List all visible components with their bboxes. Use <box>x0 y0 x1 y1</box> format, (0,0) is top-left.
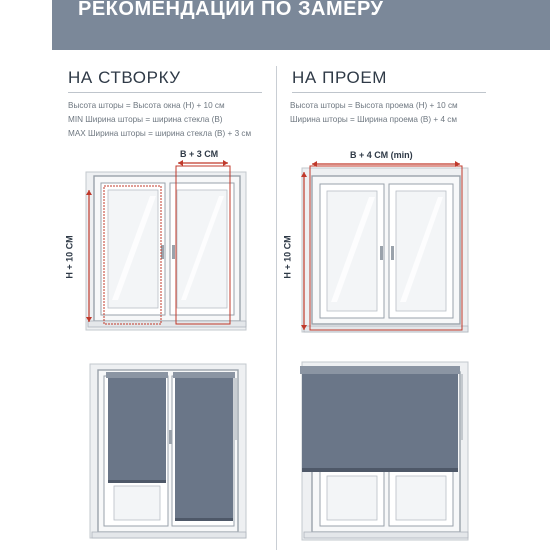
left-note-2: MIN Ширина шторы = ширина стекла (В) <box>68 115 223 124</box>
left-height-dimension-label: Н + 10 СМ <box>64 235 75 279</box>
right-height-dimension-label: Н + 10 СМ <box>282 235 293 279</box>
left-note-1: Высота шторы = Высота окна (Н) + 10 см <box>68 101 225 110</box>
right-column-title: НА ПРОЕМ <box>292 68 388 87</box>
left-width-dimension-label: В + 3 СМ <box>180 149 219 159</box>
right-note-2: Ширина шторы = Ширина проема (В) + 4 см <box>290 115 458 124</box>
left-column-title: НА СТВОРКУ <box>68 68 181 87</box>
right-width-dimension-label: В + 4 СМ (min) <box>350 150 413 160</box>
left-note-3: MAX Ширина шторы = ширина стекла (В) + 3 см <box>68 129 252 138</box>
page-title: РЕКОМЕНДАЦИИ ПО ЗАМЕРУ <box>78 0 384 20</box>
right-note-1: Высота шторы = Высота проема (Н) + 10 см <box>290 101 458 110</box>
